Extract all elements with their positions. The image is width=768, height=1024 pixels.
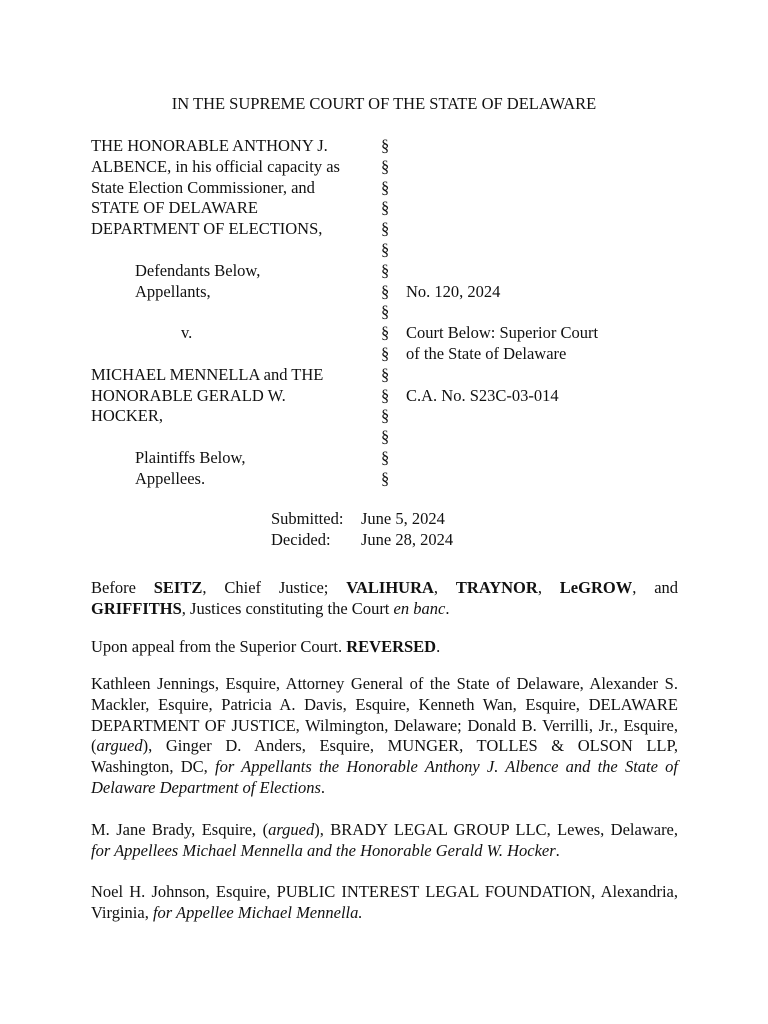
caption-line: MICHAEL MENNELLA and THE [91,364,324,384]
section-symbol: § [381,385,390,405]
section-symbol: § [381,427,390,447]
counsel-text: . [555,840,560,860]
counsel-text: ), BRADY LEGAL GROUP LLC, Lewes, Delaware, [314,820,679,839]
panel-paragraph [91,578,678,620]
en-banc-text: en banc [393,598,446,618]
section-symbol: § [381,260,390,280]
panel-text: , Chief Justice; [202,578,347,597]
caption-versus: v. [181,323,193,343]
section-symbol: § [381,239,390,259]
justice-name: GRIFFITHS [91,598,182,618]
case-number: No. 120, 2024 [406,281,501,301]
court-below-line2: of the State of Delaware [406,343,567,363]
panel-text: , [537,578,560,597]
decided-row [271,530,453,551]
caption-line: Appellants, [135,281,211,301]
section-symbol: § [381,447,390,467]
section-symbol: § [381,177,390,197]
section-symbol-column [381,136,397,490]
panel-text: . [445,598,450,618]
panel-text: , and [632,578,679,597]
decided-label: Decided: [271,529,331,549]
panel-text: , [433,578,456,597]
counsel-for-text: for Appellees Michael Mennella and the Honorable Gerald W. Hocker [91,840,556,860]
decided-date: June 28, 2024 [361,529,454,549]
caption-line: Appellees. [135,468,206,488]
caption-case-info [406,136,706,406]
caption-line: Plaintiffs Below, [135,447,246,467]
counsel-text: M. Jane Brady, Esquire, ( [91,820,269,839]
argued-text: argued [96,736,143,756]
caption-line: THE HONORABLE ANTHONY J. [91,136,328,155]
disposition-text: . [436,637,441,656]
caption-line: HOCKER, [91,406,163,426]
chief-justice-name: SEITZ [153,578,203,597]
caption-line: DEPARTMENT OF ELECTIONS, [91,219,323,239]
section-symbol: § [381,343,390,363]
case-caption [0,136,768,496]
justice-name: VALIHURA [346,578,434,597]
counsel-text: ), Ginger D. Anders, Esquire, MUNGER, TOLLES & OLSON LLP, Washington, DC, [91,736,678,777]
caption-line: Defendants Below, [135,260,261,280]
counsel-appellee-mennella [91,882,678,924]
caption-line: HONORABLE GERALD W. [91,385,286,405]
disposition-text: Upon appeal from the Superior Court. [91,637,347,656]
counsel-text: . [320,777,326,797]
caption-line: ALBENCE, in his official capacity as [91,156,340,176]
justice-name: LeGROW [559,578,633,597]
counsel-text: Kathleen Jennings, Esquire, Attorney General of the State of Delaware, Alexander S. Mackler, Esquire, Patricia A. Davis, Esquire, Kenneth Wan, Esquire, DELAWARE DEPARTMENT OF JUSTICE, Wilmington, Delaware; Donald B. Verrilli, Jr., Esquire, ( [91,674,678,756]
caption-line [91,427,371,448]
counsel-for-text: for Appellee Michael Mennella. [152,902,363,922]
counsel-text: Noel H. Johnson, Esquire, PUBLIC INTEREST LEGAL FOUNDATION, Alexandria, Virginia, [91,882,678,922]
caption-parties [91,136,371,490]
argued-text: argued [268,820,315,839]
justice-name: TRAYNOR [455,578,538,597]
section-symbol: § [381,323,390,343]
caption-line [91,302,371,323]
submitted-date: June 5, 2024 [361,509,445,528]
section-symbol: § [381,281,390,301]
section-symbol: § [381,406,390,426]
section-symbol: § [381,219,390,239]
caption-line [91,240,371,261]
caption-line [91,344,371,365]
disposition-result: REVERSED [346,637,437,656]
counsel-appellees [91,820,678,862]
counsel-appellants [91,674,678,799]
submitted-label: Submitted: [271,509,344,528]
caption-line: STATE OF DELAWARE [91,198,258,218]
caption-line: State Election Commissioner, and [91,177,315,197]
ca-number: C.A. No. S23C-03-014 [406,385,559,405]
counsel-for-text: for Appellants the Honorable Anthony J. Albence and the State of Delaware Department of Elections [91,757,678,797]
panel-prefix: Before [91,578,154,597]
disposition-paragraph [91,637,678,658]
section-symbol: § [381,136,390,155]
panel-text: , Justices constituting the Court [181,598,394,618]
court-title: IN THE SUPREME COURT OF THE STATE OF DELAWARE [171,94,597,113]
section-symbol: § [381,156,390,176]
decision-dates [271,509,453,551]
section-symbol: § [381,198,390,218]
section-symbol: § [381,468,390,488]
section-symbol: § [381,364,390,384]
submitted-row [271,509,453,530]
section-symbol: § [381,302,390,322]
court-below-line1: Court Below: Superior Court [406,323,599,343]
